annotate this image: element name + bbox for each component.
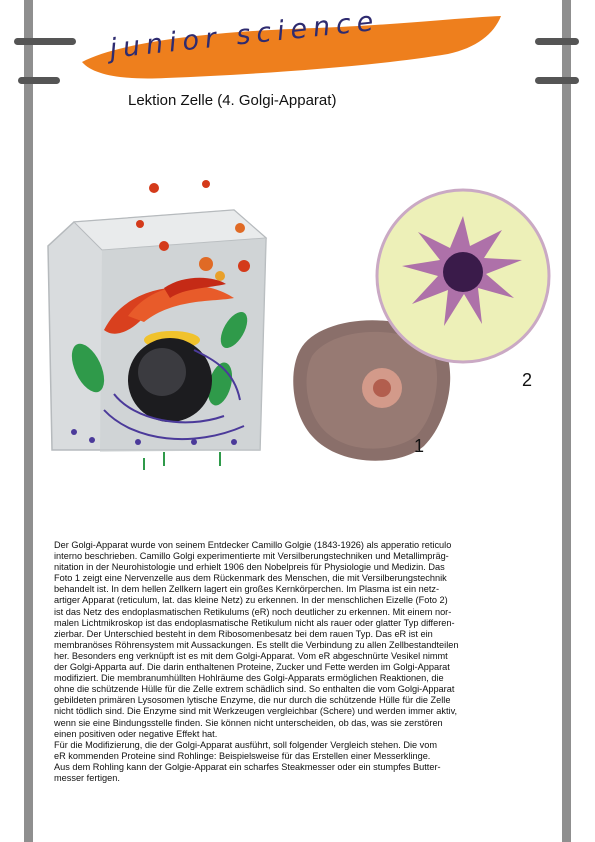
body-line: wenn sie eine Bindungsstelle finden. Sie können nicht unterscheiden, ob das, was sie zerstören: [54, 717, 443, 728]
right-rail-tick-bottom: [535, 77, 579, 84]
body-line: membranöses Röhrensystem mit Aussackungen. Es stellt die Verbindung zu allen Zellbestandteilen: [54, 639, 459, 650]
body-line: Aus dem Rohling kann der Golgie-Apparat ein scharfes Steakmesser oder ein stumpfes Butter-: [54, 761, 441, 772]
body-line: nicht tödlich sind. Die Enzyme sind mit Werkzeugen vergleichbar (Schere) und werden immer aktiv,: [54, 706, 458, 717]
left-rail: [24, 0, 33, 842]
body-line: eR kommenden Proteine sind Rohlinge: Beispielsweise für das Erstellen einer Messerklinge.: [54, 750, 431, 761]
body-line: messer fertigen.: [54, 772, 120, 783]
cell-model-illustration: [44, 180, 288, 472]
body-line: gebildeten primären Lysosomen lytische Enzyme, die nur durch die schützende Hülle für die Zelle: [54, 695, 451, 706]
left-rail-tick-top: [14, 38, 76, 45]
body-line: interno beschrieben. Camillo Golgi experimentierte mit Versilberungstechniken und Metallimpräg-: [54, 551, 449, 562]
body-line: malen Lichtmikroskop ist das endoplasmatische Retikulum nicht als rauer oder glatter Typ differen-: [54, 617, 455, 628]
body-line: artiger Apparat (reticulum, lat. das kleine Netz) zu erkennen. In der menschlichen Eizelle (Foto 2): [54, 595, 448, 606]
body-line: behandelt ist. In dem hellen Zellkern lagert ein großes Kernkörperchen. Im Plasma ist ein netz-: [54, 584, 440, 595]
photo2-label: 2: [522, 370, 533, 390]
right-rail: [562, 0, 571, 842]
body-line: ohne die schützende Hülle für die Zelle extrem schädlich sind. So enthalten die vom Golgi-Apparat: [54, 684, 455, 695]
lesson-title: Lektion Zelle (4. Golgi-Apparat): [128, 92, 337, 109]
body-line: Für die Modifizierung, die der Golgi-Apparat ausführt, soll folgender Vergleich stehen. Die vom: [54, 739, 438, 750]
body-line: Foto 1 zeigt eine Nervenzelle aus dem Rückenmark des Menschen, die mit Versilberungstechnik: [54, 573, 447, 584]
banner-title: junior science: [108, 5, 381, 65]
body-line: modifiziert. Die membranumhüllten Hohlräume des Golgi-Apparats ermöglichen Reaktionen, die: [54, 673, 444, 684]
egg-cell-photo: [372, 186, 554, 366]
body-line: her. Besonders eng verknüpft ist es mit dem Golgi-Apparat. Vom eR abgeschnürte Vesikel nimmt: [54, 650, 448, 661]
body-line: der Golgi-Apparta auf. Die darin enthaltenen Proteine, Zucker und Fette werden im Golgi-Apparat: [54, 662, 450, 673]
body-line: nitation in der Neurohistologie und erhielt 1906 den Nobelpreis für Physiologie und Medizin. Das: [54, 562, 445, 573]
body-line: einen positiven oder negative Effekt hat.: [54, 728, 218, 739]
body-line: zierbar. Der Unterschied besteht in dem Ribosomenbesatz bei dem rauen Typ. Das eR ist ein: [54, 628, 433, 639]
photo1-label: 1: [414, 436, 425, 456]
junior-science-banner: [76, 5, 506, 84]
body-line: Der Golgi-Apparat wurde von seinem Entdecker Camillo Golgie (1843-1926) als apperatio reticulo: [54, 540, 452, 550]
lesson-body-text: [54, 540, 538, 784]
body-line: ist das Netz des endoplasmatischen Retikulums (eR) noch deutlicher zu erkennen. Mit einem nor-: [54, 606, 452, 617]
left-rail-tick-bottom: [18, 77, 60, 84]
right-rail-tick-top: [535, 38, 579, 45]
